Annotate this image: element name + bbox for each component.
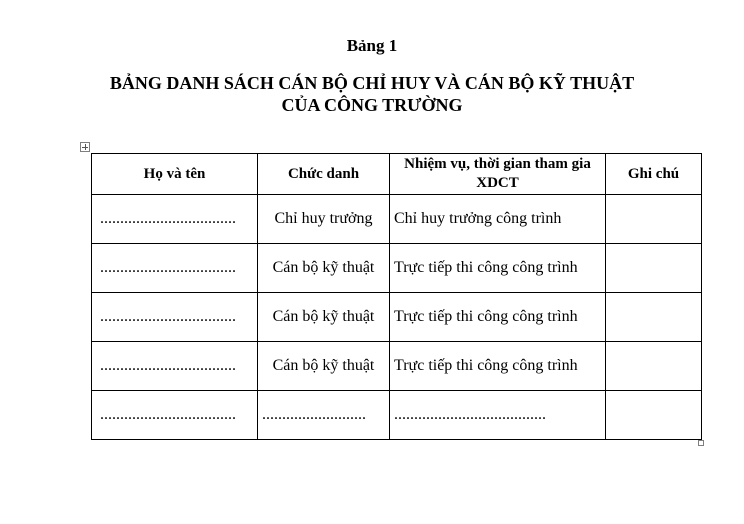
header-duty: Nhiệm vụ, thời gian tham gia XDCT [390,154,606,195]
table-row [92,293,702,342]
cell-full-name[interactable]: .................................. [92,293,258,342]
cell-position[interactable]: Cán bộ kỹ thuật [258,244,390,293]
document-title-line-2: CỦA CÔNG TRƯỜNG [281,95,463,115]
header-position: Chức danh [258,154,390,195]
cell-duty[interactable]: Trực tiếp thi công công trình [390,293,606,342]
table-row [92,244,702,293]
header-full-name: Họ và tên [92,154,258,195]
document-title-line-1: BẢNG DANH SÁCH CÁN BỘ CHỈ HUY VÀ CÁN BỘ KỸ THUẬT [109,73,635,93]
table-row [92,391,702,440]
cell-notes[interactable] [606,391,702,440]
cell-position[interactable]: Cán bộ kỹ thuật [258,293,390,342]
cell-duty[interactable]: ...................................... [390,391,606,440]
cell-position[interactable]: Chỉ huy trưởng [258,195,390,244]
staff-table [91,153,702,440]
cell-position[interactable]: Cán bộ kỹ thuật [258,342,390,391]
cell-full-name[interactable]: .................................. [92,244,258,293]
cell-notes[interactable] [606,342,702,391]
cell-duty[interactable]: Trực tiếp thi công công trình [390,244,606,293]
header-notes: Ghi chú [606,154,702,195]
cell-position[interactable]: .......................... [258,391,390,440]
table-move-icon[interactable] [80,142,90,152]
cell-duty[interactable]: Trực tiếp thi công công trình [390,342,606,391]
table-row [92,342,702,391]
table-resize-icon[interactable] [698,440,704,446]
cell-notes[interactable] [606,195,702,244]
cell-full-name[interactable]: .................................. [92,391,258,440]
cell-full-name[interactable]: .................................. [92,195,258,244]
cell-full-name[interactable]: .................................. [92,342,258,391]
cell-notes[interactable] [606,244,702,293]
cell-duty[interactable]: Chỉ huy trưởng công trình [390,195,606,244]
table-caption: Bảng 1 [346,36,398,55]
table-header-row [92,154,702,195]
document-title [60,72,684,116]
table-row [92,195,702,244]
cell-notes[interactable] [606,293,702,342]
